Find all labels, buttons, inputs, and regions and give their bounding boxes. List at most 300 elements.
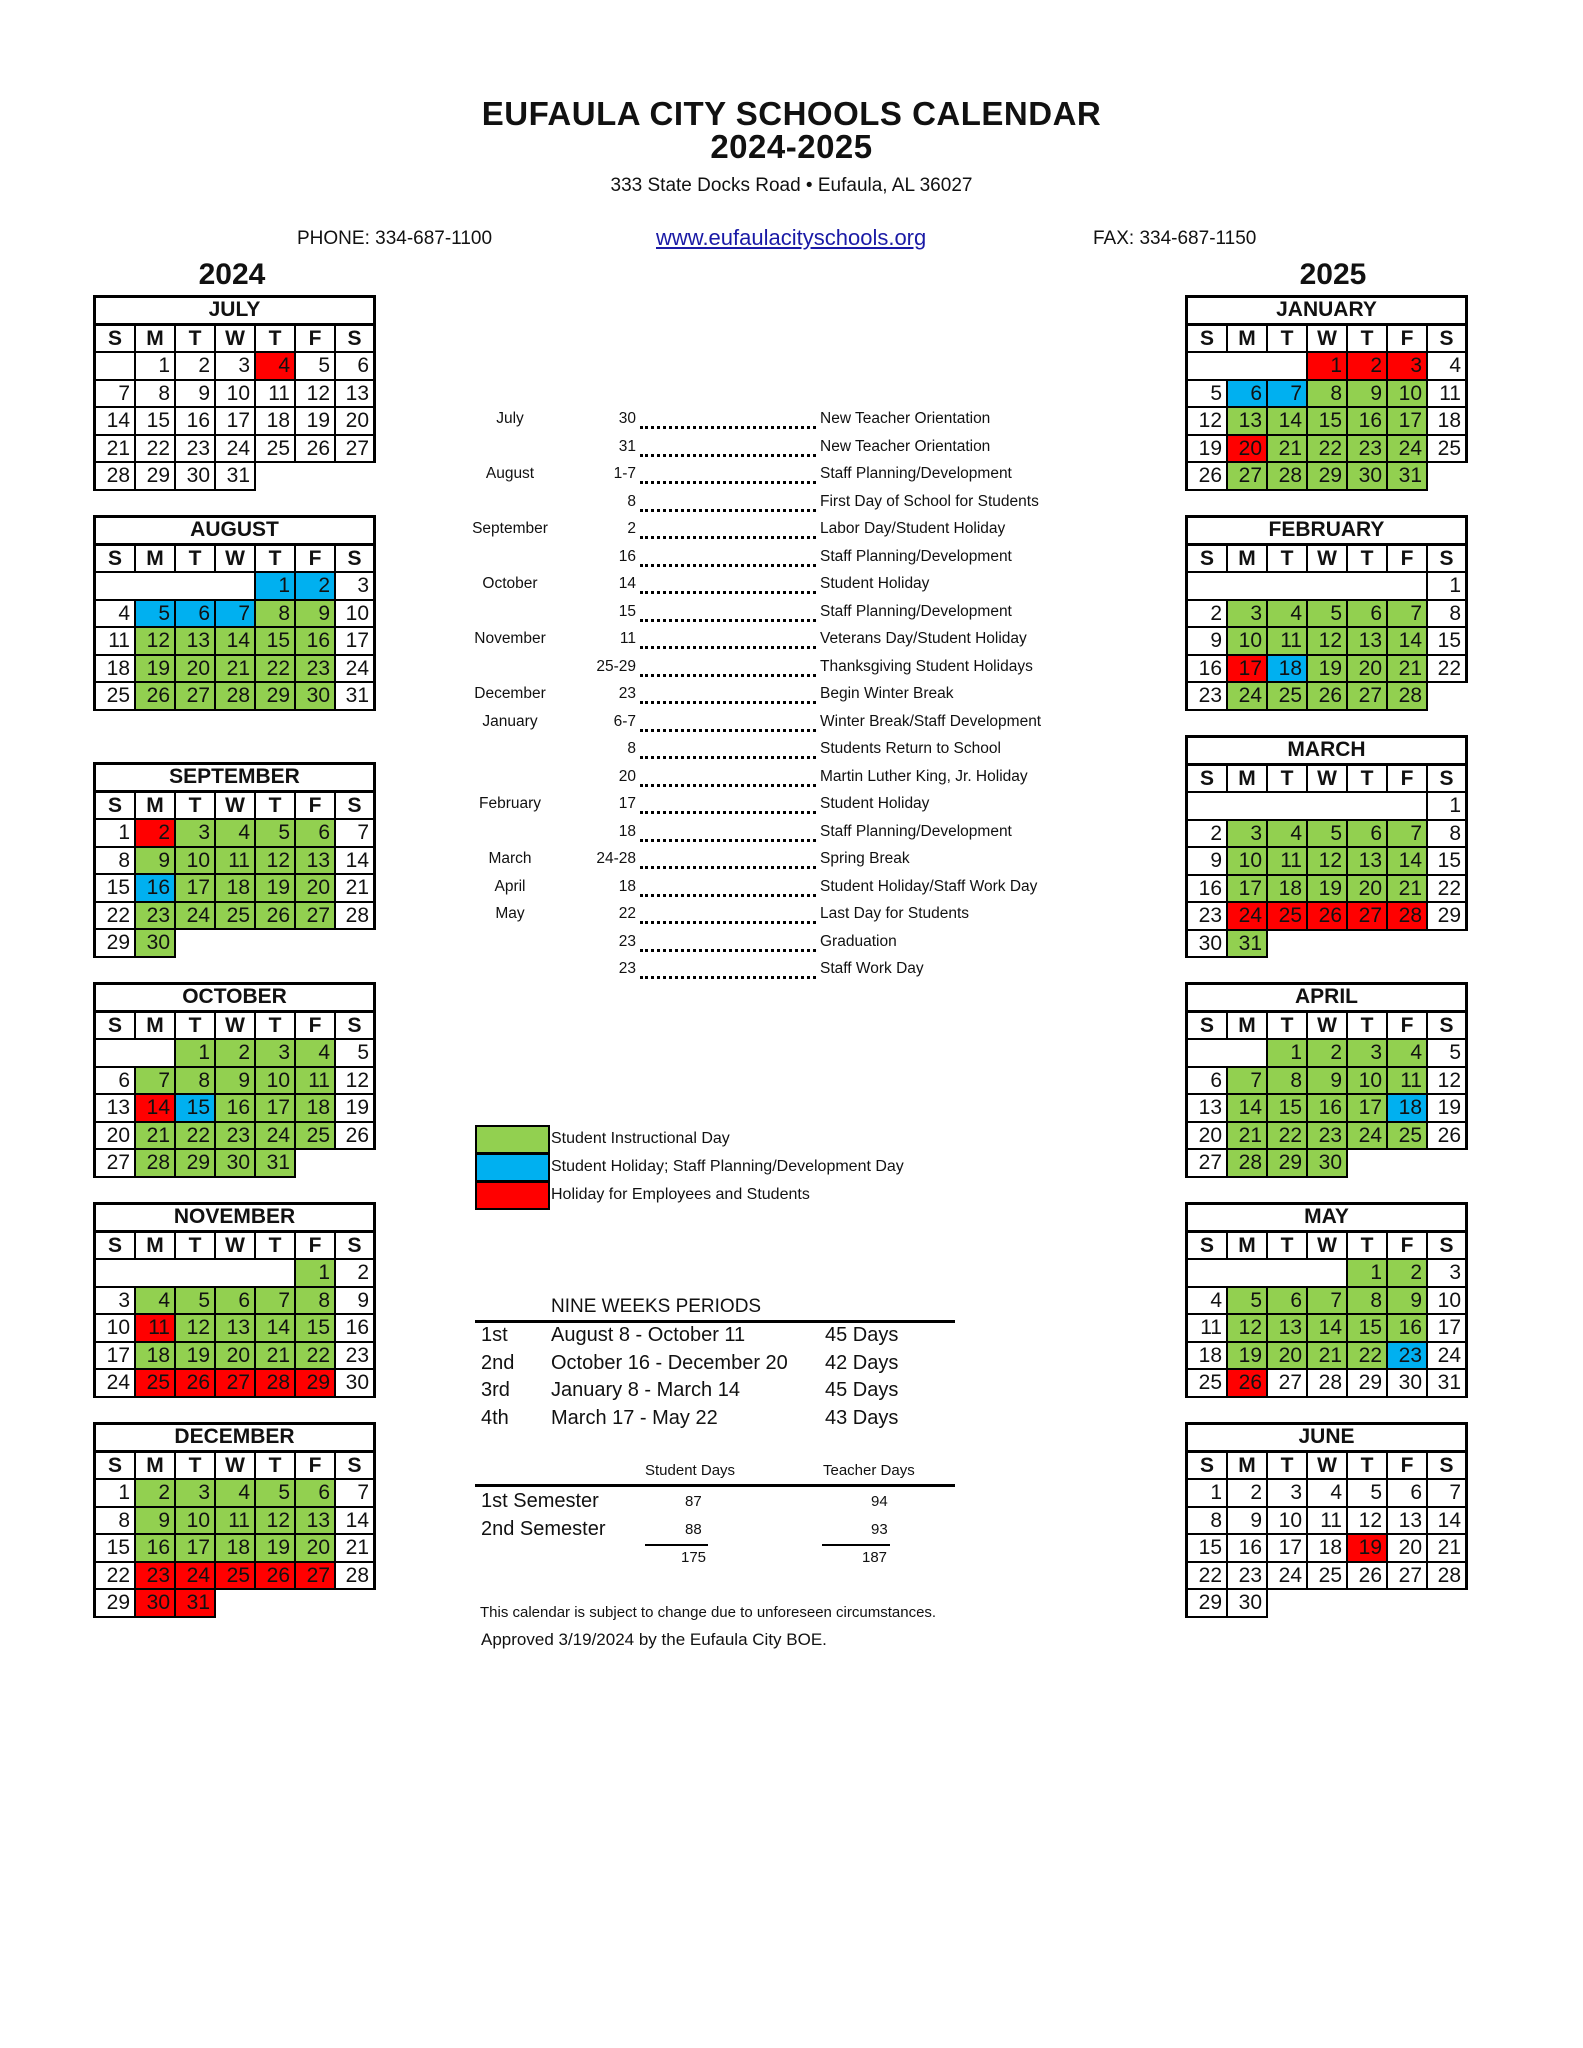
month-calendar-march [1185,735,1465,958]
event-date: 31 [618,437,636,455]
calendar-day: 12 [1308,848,1348,876]
calendar-day: 8 [136,381,176,409]
empty-day-cell [216,1260,256,1288]
calendar-day: 28 [216,683,256,711]
period-range: March 17 - May 22 [551,1407,718,1429]
calendar-day: 20 [1188,1123,1228,1151]
calendar-day: 21 [96,436,136,464]
calendar-day: 27 [1188,1150,1228,1178]
calendar-day: 17 [1268,1535,1308,1563]
calendar-day: 14 [1228,1095,1268,1123]
calendar-day: 18 [1188,1343,1228,1371]
calendar-day: 11 [216,1508,256,1536]
calendar-day: 27 [1388,1563,1428,1591]
calendar-day: 11 [1268,848,1308,876]
weekday-header: M [136,326,176,354]
month-calendar-december [93,1422,373,1618]
calendar-day: 12 [176,1315,216,1343]
calendar-day: 11 [1268,628,1308,656]
event-description: Spring Break [820,850,910,867]
month-name: JULY [96,298,376,326]
weekday-header: T [1268,1453,1308,1481]
empty-day-cell [1188,573,1228,601]
empty-day-cell [1428,463,1468,491]
empty-day-cell [256,463,296,491]
weekday-header: T [1268,766,1308,794]
month-calendar-october [93,982,373,1178]
calendar-day: 3 [256,1040,296,1068]
month-grid [93,1422,376,1618]
calendar-day: 7 [1388,821,1428,849]
weekday-header: S [96,546,136,574]
weekday-header: S [336,1233,376,1261]
calendar-day: 31 [1388,463,1428,491]
event-date: 14 [618,575,636,592]
calendar-day: 23 [176,436,216,464]
calendar-day: 25 [96,683,136,711]
calendar-day: 2 [176,353,216,381]
calendar-day: 18 [1388,1095,1428,1123]
calendar-day: 11 [1428,381,1468,409]
event-description: Veterans Day/Student Holiday [820,630,1027,647]
calendar-day: 13 [296,848,336,876]
calendar-day: 2 [1188,601,1228,629]
calendar-day: 16 [1188,656,1228,684]
calendar-day: 7 [1388,601,1428,629]
event-date: 15 [618,602,636,620]
weekday-header: W [216,1233,256,1261]
weekday-header: T [1348,1233,1388,1261]
calendar-day: 8 [96,1508,136,1536]
empty-day-cell [136,573,176,601]
empty-day-cell [1188,1260,1228,1288]
event-description: Staff Planning/Development [820,465,1012,482]
calendar-day: 13 [1188,1095,1228,1123]
event-leader-dots [640,481,816,484]
calendar-day: 9 [1188,628,1228,656]
period-label: 1st [481,1324,508,1346]
approval-text: Approved 3/19/2024 by the Eufaula City BOE. [481,1630,827,1649]
calendar-day: 25 [216,903,256,931]
calendar-day: 3 [96,1288,136,1316]
event-description: Student Holiday [820,575,930,592]
calendar-day: 10 [1348,1068,1388,1096]
calendar-day: 4 [216,820,256,848]
calendar-day: 5 [1428,1040,1468,1068]
calendar-day: 13 [336,381,376,409]
weekday-header: T [256,1453,296,1481]
calendar-day: 23 [296,656,336,684]
calendar-day: 9 [336,1288,376,1316]
weekday-header: T [1268,546,1308,574]
calendar-day: 16 [1188,876,1228,904]
empty-day-cell [1188,793,1228,821]
calendar-day: 31 [1428,1370,1468,1398]
weekday-header: S [336,326,376,354]
calendar-day: 13 [1228,408,1268,436]
legend-swatch-instructional [475,1125,550,1154]
month-name: DECEMBER [96,1425,376,1453]
month-calendar-november [93,1202,373,1398]
calendar-day: 13 [1388,1508,1428,1536]
calendar-day: 23 [1188,683,1228,711]
calendar-day: 6 [1268,1288,1308,1316]
weekday-header: S [96,793,136,821]
calendar-day: 7 [136,1068,176,1096]
event-leader-dots [640,591,816,594]
calendar-day: 30 [216,1150,256,1178]
calendar-day: 27 [176,683,216,711]
empty-day-cell [1388,931,1428,959]
calendar-day: 5 [296,353,336,381]
weekday-header: S [336,793,376,821]
weekday-header: F [1388,1013,1428,1041]
calendar-day: 8 [1268,1068,1308,1096]
weekday-header: S [1188,1013,1228,1041]
month-grid [1185,295,1468,491]
event-leader-dots [640,866,816,869]
calendar-day: 6 [336,353,376,381]
calendar-day: 24 [1268,1563,1308,1591]
calendar-day: 24 [256,1123,296,1151]
calendar-day: 26 [1428,1123,1468,1151]
calendar-day: 28 [1428,1563,1468,1591]
calendar-day: 30 [336,1370,376,1398]
event-leader-dots [640,536,816,539]
calendar-day: 18 [96,656,136,684]
event-date: 1-7 [613,465,636,482]
empty-day-cell [1268,1260,1308,1288]
calendar-day: 4 [1268,601,1308,629]
weekday-header: T [1268,326,1308,354]
empty-day-cell [256,930,296,958]
empty-day-cell [216,573,256,601]
calendar-day: 1 [96,820,136,848]
calendar-day: 15 [1348,1315,1388,1343]
calendar-day: 22 [1428,656,1468,684]
calendar-day: 26 [1228,1370,1268,1398]
calendar-day: 12 [1348,1508,1388,1536]
calendar-day: 28 [136,1150,176,1178]
calendar-day: 23 [1348,436,1388,464]
empty-day-cell [1228,573,1268,601]
semester-teacher-days: 94 [871,1493,888,1510]
calendar-day: 19 [296,408,336,436]
month-name: MARCH [1188,738,1468,766]
calendar-day: 11 [136,1315,176,1343]
event-date: 18 [618,877,636,895]
event-description: Thanksgiving Student Holidays [820,657,1033,675]
event-description: Students Return to School [820,740,1001,757]
calendar-day: 17 [216,408,256,436]
month-calendar-may [1185,1202,1465,1398]
period-range: October 16 - December 20 [551,1352,788,1374]
calendar-day: 16 [1308,1095,1348,1123]
empty-day-cell [1188,1040,1228,1068]
empty-day-cell [216,1590,256,1618]
weekday-header: T [176,793,216,821]
calendar-day: 1 [176,1040,216,1068]
calendar-day: 8 [1308,381,1348,409]
calendar-day: 25 [1388,1123,1428,1151]
calendar-day: 16 [336,1315,376,1343]
calendar-day: 10 [1388,381,1428,409]
website-link[interactable]: www.eufaulacityschools.org [656,225,927,250]
calendar-day: 8 [1188,1508,1228,1536]
weekday-header: F [296,793,336,821]
empty-day-cell [216,930,256,958]
month-name: AUGUST [96,518,376,546]
calendar-day: 18 [136,1343,176,1371]
weekday-header: T [176,546,216,574]
weekday-header: S [1428,1013,1468,1041]
month-name: NOVEMBER [96,1205,376,1233]
calendar-day: 31 [176,1590,216,1618]
calendar-day: 21 [256,1343,296,1371]
fax-number: FAX: 334-687-1150 [1093,228,1257,249]
calendar-day: 4 [216,1480,256,1508]
calendar-day: 22 [256,656,296,684]
event-month: January [482,712,538,730]
calendar-day: 9 [216,1068,256,1096]
calendar-day: 16 [1228,1535,1268,1563]
month-name: MAY [1188,1205,1468,1233]
calendar-day: 27 [296,903,336,931]
weekday-header: M [1228,1013,1268,1041]
calendar-day: 11 [216,848,256,876]
calendar-day: 27 [1348,903,1388,931]
calendar-day: 14 [1428,1508,1468,1536]
calendar-day: 23 [1388,1343,1428,1371]
calendar-day: 10 [96,1315,136,1343]
calendar-day: 29 [1428,903,1468,931]
calendar-day: 4 [1308,1480,1348,1508]
calendar-day: 7 [1228,1068,1268,1096]
event-leader-dots [640,564,816,567]
month-calendar-june [1185,1422,1465,1618]
calendar-day: 15 [96,875,136,903]
calendar-day: 10 [216,381,256,409]
event-date: 8 [627,492,636,510]
event-description: First Day of School for Students [820,492,1039,510]
calendar-day: 16 [216,1095,256,1123]
calendar-day: 23 [136,1563,176,1591]
calendar-day: 25 [136,1370,176,1398]
calendar-day: 13 [176,628,216,656]
semester-teacher-days: 93 [871,1521,888,1538]
calendar-day: 27 [96,1150,136,1178]
month-grid [93,295,376,491]
weekday-header: T [1348,766,1388,794]
calendar-title: EUFAULA CITY SCHOOLS CALENDAR [481,95,1102,132]
empty-day-cell [1308,1590,1348,1618]
student-days-header: Student Days [645,1462,736,1479]
calendar-day: 20 [296,1535,336,1563]
month-calendar-february [1185,515,1465,711]
nine-weeks-title: NINE WEEKS PERIODS [551,1296,762,1317]
calendar-day: 6 [216,1288,256,1316]
calendar-day: 3 [1348,1040,1388,1068]
calendar-day: 2 [1228,1480,1268,1508]
empty-day-cell [1268,931,1308,959]
calendar-day: 1 [136,353,176,381]
month-name: FEBRUARY [1188,518,1468,546]
event-description: Winter Break/Staff Development [820,712,1042,730]
calendar-day: 22 [1348,1343,1388,1371]
calendar-day: 18 [296,1095,336,1123]
calendar-day: 8 [176,1068,216,1096]
empty-day-cell [1268,793,1308,821]
calendar-day: 23 [136,903,176,931]
calendar-day: 2 [1308,1040,1348,1068]
event-leader-dots [640,921,816,924]
calendar-day: 6 [1348,821,1388,849]
weekday-header: F [1388,766,1428,794]
calendar-day: 16 [176,408,216,436]
empty-day-cell [1388,1150,1428,1178]
calendar-day: 10 [1428,1288,1468,1316]
semester-student-days: 88 [685,1521,702,1538]
calendar-day: 19 [1428,1095,1468,1123]
empty-day-cell [1388,1590,1428,1618]
calendar-day: 14 [1388,628,1428,656]
empty-day-cell [1228,1040,1268,1068]
calendar-day: 9 [136,848,176,876]
calendar-day: 23 [1228,1563,1268,1591]
period-label: 4th [481,1407,509,1429]
weekday-header: W [1308,1013,1348,1041]
calendar-day: 21 [1228,1123,1268,1151]
event-month: November [474,630,546,647]
calendar-day: 26 [1348,1563,1388,1591]
calendar-day: 23 [1188,903,1228,931]
calendar-day: 24 [1388,436,1428,464]
calendar-day: 13 [1348,628,1388,656]
event-month: October [482,575,538,592]
calendar-day: 2 [296,573,336,601]
calendar-day: 13 [1268,1315,1308,1343]
event-month: July [496,410,524,427]
month-name: APRIL [1188,985,1468,1013]
semester-name: 2nd Semester [481,1518,606,1540]
event-date: 11 [619,630,636,647]
calendar-day: 17 [176,1535,216,1563]
school-address: 333 State Docks Road • Eufaula, AL 36027 [610,175,973,196]
calendar-day: 21 [1268,436,1308,464]
empty-day-cell [176,1260,216,1288]
empty-day-cell [336,463,376,491]
weekday-header: S [1428,1453,1468,1481]
calendar-day: 3 [176,1480,216,1508]
calendar-day: 30 [1388,1370,1428,1398]
weekday-header: T [256,326,296,354]
calendar-day: 5 [136,601,176,629]
weekday-header: S [1188,546,1228,574]
period-label: 3rd [481,1379,510,1401]
empty-day-cell [336,1150,376,1178]
calendar-day: 20 [1268,1343,1308,1371]
event-description: Student Holiday [820,795,930,812]
weekday-header: M [1228,326,1268,354]
weekday-header: T [1348,1013,1388,1041]
calendar-day: 12 [256,1508,296,1536]
event-description: Staff Planning/Development [820,547,1012,565]
calendar-day: 26 [336,1123,376,1151]
event-month: May [495,905,525,922]
calendar-day: 15 [96,1535,136,1563]
event-description: Staff Planning/Development [820,602,1012,620]
calendar-day: 21 [336,1535,376,1563]
month-calendar-september [93,762,373,958]
calendar-day: 17 [1348,1095,1388,1123]
period-days: 42 Days [825,1352,899,1374]
calendar-day: 24 [96,1370,136,1398]
calendar-day: 29 [96,930,136,958]
calendar-day: 22 [1308,436,1348,464]
weekday-header: S [1188,766,1228,794]
event-leader-dots [640,509,816,512]
event-month: February [478,795,542,812]
calendar-day: 4 [296,1040,336,1068]
semester-student-days: 87 [685,1493,702,1510]
calendar-day: 5 [1348,1480,1388,1508]
empty-day-cell [1428,683,1468,711]
calendar-day: 29 [1348,1370,1388,1398]
year-label-right: 2025 [1299,258,1367,291]
calendar-day: 1 [256,573,296,601]
calendar-day: 19 [1228,1343,1268,1371]
calendar-day: 7 [96,381,136,409]
calendar-day: 29 [1268,1150,1308,1178]
event-date: 23 [618,960,636,977]
calendar-day: 26 [256,1563,296,1591]
empty-day-cell [1228,353,1268,381]
event-description: Staff Planning/Development [820,822,1012,840]
calendar-day: 3 [1428,1260,1468,1288]
empty-day-cell [1348,793,1388,821]
weekday-header: T [1268,1013,1308,1041]
event-date: 17 [618,795,636,812]
empty-day-cell [136,1260,176,1288]
calendar-day: 12 [1428,1068,1468,1096]
weekday-header: W [1308,766,1348,794]
month-calendar-august [93,515,373,711]
calendar-day: 28 [1268,463,1308,491]
weekday-header: W [216,793,256,821]
event-month: March [488,850,532,867]
calendar-day: 12 [336,1068,376,1096]
calendar-day: 4 [96,601,136,629]
month-grid [93,515,376,711]
calendar-day: 8 [96,848,136,876]
calendar-day: 19 [336,1095,376,1123]
weekday-header: M [136,793,176,821]
calendar-day: 17 [1228,656,1268,684]
calendar-day: 12 [1308,628,1348,656]
weekday-header: W [1308,1233,1348,1261]
calendar-day: 16 [136,875,176,903]
calendar-day: 22 [96,1563,136,1591]
calendar-day: 20 [176,656,216,684]
calendar-day: 30 [136,930,176,958]
weekday-header: S [336,1453,376,1481]
calendar-day: 16 [136,1535,176,1563]
calendar-day: 6 [1348,601,1388,629]
weekday-header: S [336,546,376,574]
calendar-day: 2 [136,820,176,848]
empty-day-cell [1228,1260,1268,1288]
weekday-header: W [216,1453,256,1481]
